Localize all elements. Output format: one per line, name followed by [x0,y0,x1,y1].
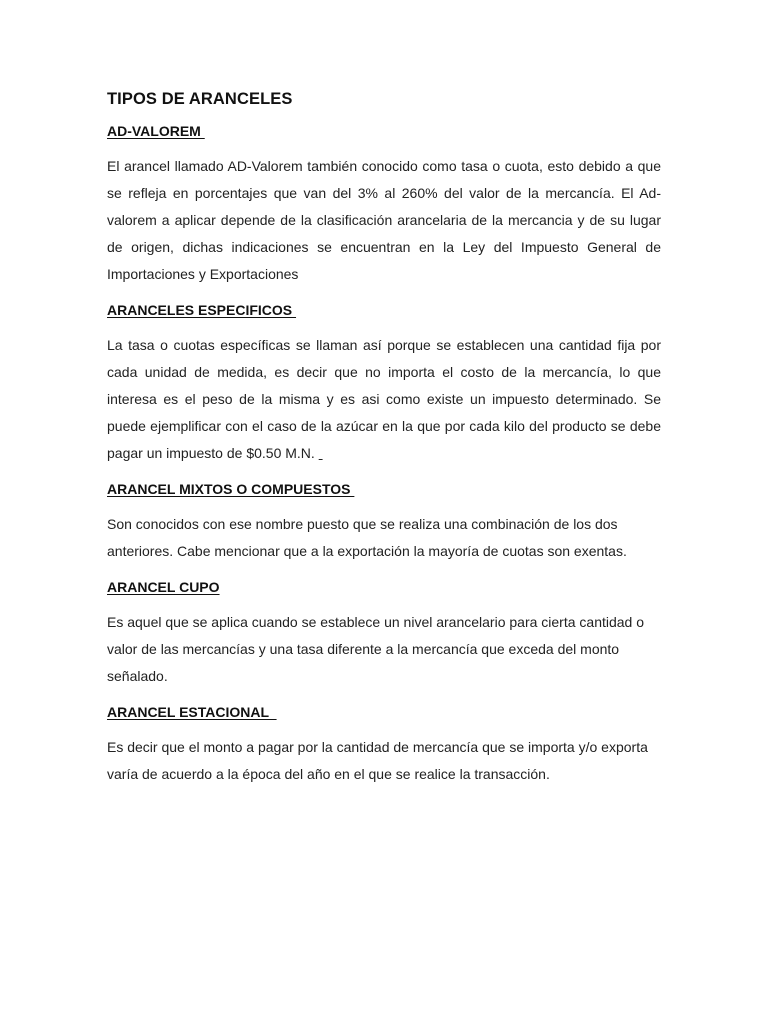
section-paragraph-text: La tasa o cuotas específicas se llaman así porque se establecen una cantidad fija por cada unidad de medida, es decir que no importa el costo de la mercancía, lo que interesa es el peso de la misma y es asi como existe un impuesto determinado. Se puede ejemplificar con el caso de la azúcar en la que por cada kilo del producto se debe pagar un impuesto de $0.50 M.N. [107,337,661,461]
section-arancel-cupo [107,579,661,690]
trailing-underline [319,445,323,461]
document-page [107,90,661,802]
section-paragraph: Es decir que el monto a pagar por la cantidad de mercancía que se importa y/o exporta varía de acuerdo a la época del año en el que se realice la transacción. [107,739,648,782]
section-paragraph: El arancel llamado AD-Valorem también conocido como tasa o cuota, esto debido a que se refleja en porcentajes que van del 3% al 260% del valor de la mercancía. El Ad-valorem a aplicar depende de la clasificación arancelaria de la mercancia y de su lugar de origen, dichas indicaciones se encuentran en la Ley del Impuesto General de Importaciones y Exportaciones [107,158,661,282]
section-heading: ARANCELES ESPECIFICOS [107,302,297,318]
section-heading: ARANCEL MIXTOS O COMPUESTOS [107,481,355,497]
section-arancel-estacional [107,704,661,788]
section-aranceles-especificos [107,302,661,467]
section-paragraph: Es aquel que se aplica cuando se establece un nivel arancelario para cierta cantidad o valor de las mercancías y una tasa diferente a la mercancía que exceda del monto señalado. [107,614,645,684]
section-heading: AD-VALOREM [107,123,205,139]
document-title: TIPOS DE ARANCELES [107,90,293,108]
section-paragraph: Son conocidos con ese nombre puesto que se realiza una combinación de los dos anteriores. Cabe mencionar que a la exportación la mayoría de cuotas son exentas. [107,516,627,559]
section-ad-valorem [107,123,661,288]
section-heading: ARANCEL ESTACIONAL [107,704,277,720]
section-heading: ARANCEL CUPO [107,579,220,595]
section-arancel-mixtos [107,481,661,565]
section-paragraph [107,332,661,467]
